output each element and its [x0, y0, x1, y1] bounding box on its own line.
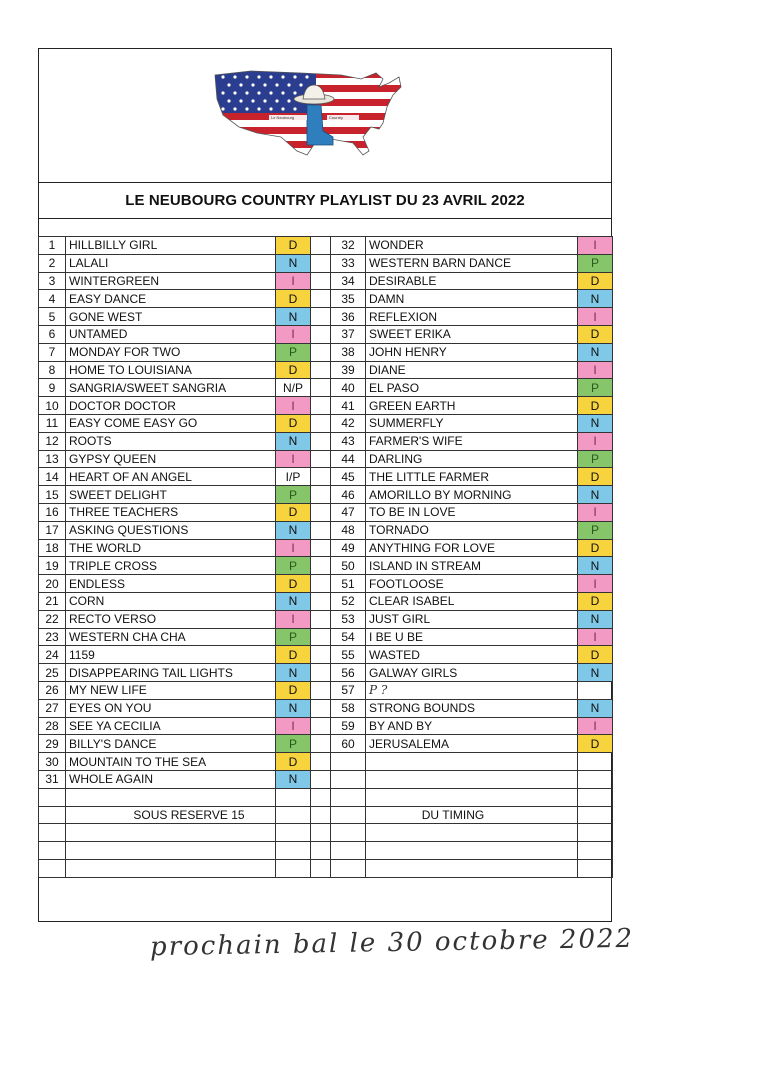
- song-number: 56: [331, 664, 366, 682]
- song-number: 51: [331, 575, 366, 593]
- empty-cell: [66, 824, 276, 842]
- table-row: [39, 628, 613, 646]
- empty-cell: [39, 806, 66, 824]
- level-badge: D: [578, 325, 613, 343]
- song-title: REFLEXION: [366, 308, 578, 326]
- song-title: HEART OF AN ANGEL: [66, 468, 276, 486]
- song-number: 29: [39, 735, 66, 753]
- empty-cell: [66, 788, 276, 806]
- spacer-row: [39, 218, 611, 237]
- song-title: HOME TO LOUISIANA: [66, 361, 276, 379]
- song-number: 34: [331, 272, 366, 290]
- spacer-cell: [311, 557, 331, 575]
- song-title: THE LITTLE FARMER: [366, 468, 578, 486]
- footer-left-text: SOUS RESERVE 15: [66, 806, 276, 824]
- level-badge: I: [578, 361, 613, 379]
- table-row: [39, 503, 613, 521]
- empty-cell: [311, 824, 331, 842]
- song-number: 5: [39, 308, 66, 326]
- table-row: [39, 343, 613, 361]
- song-number: 41: [331, 397, 366, 415]
- spacer-cell: [311, 539, 331, 557]
- song-number: 22: [39, 610, 66, 628]
- song-title: SUMMERFLY: [366, 414, 578, 432]
- table-row: [39, 254, 613, 272]
- song-number: 16: [39, 503, 66, 521]
- level-badge: N: [578, 610, 613, 628]
- level-badge: I: [578, 237, 613, 255]
- spacer-cell: [311, 237, 331, 255]
- song-title: DOCTOR DOCTOR: [66, 397, 276, 415]
- level-badge: N: [578, 290, 613, 308]
- song-title: SWEET DELIGHT: [66, 486, 276, 504]
- spacer-cell: [311, 735, 331, 753]
- song-number: 54: [331, 628, 366, 646]
- level-badge: P: [578, 254, 613, 272]
- table-row: [39, 325, 613, 343]
- song-title: SANGRIA/SWEET SANGRIA: [66, 379, 276, 397]
- song-number: 43: [331, 432, 366, 450]
- blank-row: [39, 788, 613, 806]
- spacer-cell: [311, 575, 331, 593]
- table-row: [39, 770, 613, 788]
- song-number: 31: [39, 770, 66, 788]
- level-badge: I: [276, 450, 311, 468]
- logo-text-left: Le Neubourg: [271, 115, 295, 120]
- song-number: 55: [331, 646, 366, 664]
- song-number: 4: [39, 290, 66, 308]
- song-title: ISLAND IN STREAM: [366, 557, 578, 575]
- song-number: 52: [331, 592, 366, 610]
- song-number: 57: [331, 681, 366, 699]
- song-number: 19: [39, 557, 66, 575]
- song-number: 20: [39, 575, 66, 593]
- level-badge: D: [578, 646, 613, 664]
- song-number: 36: [331, 308, 366, 326]
- level-badge: I: [276, 325, 311, 343]
- table-row: [39, 450, 613, 468]
- song-title: MOUNTAIN TO THE SEA: [66, 753, 276, 771]
- level-badge: D: [578, 539, 613, 557]
- empty-cell: [66, 859, 276, 877]
- table-row: [39, 735, 613, 753]
- empty-cell: [366, 859, 578, 877]
- spacer-cell: [311, 610, 331, 628]
- table-row: [39, 753, 613, 771]
- spacer-cell: [311, 592, 331, 610]
- level-badge: D: [578, 735, 613, 753]
- table-row: [39, 290, 613, 308]
- song-number: 8: [39, 361, 66, 379]
- level-badge: D: [578, 468, 613, 486]
- song-title: THREE TEACHERS: [66, 503, 276, 521]
- spacer-cell: [311, 664, 331, 682]
- song-title: MY NEW LIFE: [66, 681, 276, 699]
- empty-cell: [366, 770, 578, 788]
- table-row: [39, 610, 613, 628]
- empty-cell: [331, 753, 366, 771]
- level-badge: N: [276, 699, 311, 717]
- song-title: EL PASO: [366, 379, 578, 397]
- level-badge: D: [276, 237, 311, 255]
- page-title: [39, 182, 611, 219]
- level-badge: N: [578, 699, 613, 717]
- spacer-cell: [311, 361, 331, 379]
- table-row: [39, 646, 613, 664]
- spacer-cell: [311, 770, 331, 788]
- song-title: WONDER: [366, 237, 578, 255]
- level-badge: N: [276, 770, 311, 788]
- empty-cell: [366, 824, 578, 842]
- song-title: JERUSALEMA: [366, 735, 578, 753]
- song-title: DISAPPEARING TAIL LIGHTS: [66, 664, 276, 682]
- song-number: 14: [39, 468, 66, 486]
- playlist-table: [38, 236, 613, 878]
- song-number: 18: [39, 539, 66, 557]
- table-row: [39, 557, 613, 575]
- song-number: 24: [39, 646, 66, 664]
- song-number: 50: [331, 557, 366, 575]
- song-title: AMORILLO BY MORNING: [366, 486, 578, 504]
- song-title: GYPSY QUEEN: [66, 450, 276, 468]
- song-title: EYES ON YOU: [66, 699, 276, 717]
- level-badge: I: [578, 308, 613, 326]
- table-row: [39, 308, 613, 326]
- song-number: 44: [331, 450, 366, 468]
- table-row: [39, 272, 613, 290]
- song-number: 21: [39, 592, 66, 610]
- logo-text-right: Country: [329, 115, 344, 120]
- table-row: [39, 361, 613, 379]
- song-number: 27: [39, 699, 66, 717]
- song-number: 13: [39, 450, 66, 468]
- song-title: WINTERGREEN: [66, 272, 276, 290]
- level-badge: P: [276, 557, 311, 575]
- table-row: [39, 397, 613, 415]
- song-number: 25: [39, 664, 66, 682]
- empty-cell: [39, 842, 66, 860]
- level-badge: P: [276, 735, 311, 753]
- song-title: GREEN EARTH: [366, 397, 578, 415]
- level-badge: I: [276, 272, 311, 290]
- level-badge: I: [276, 397, 311, 415]
- song-title: SEE YA CECILIA: [66, 717, 276, 735]
- level-badge: N: [578, 557, 613, 575]
- song-number: 3: [39, 272, 66, 290]
- level-badge: P: [578, 450, 613, 468]
- song-number: 47: [331, 503, 366, 521]
- table-row: [39, 414, 613, 432]
- spacer-cell: [311, 379, 331, 397]
- blank-row: [39, 859, 613, 877]
- empty-cell: [366, 788, 578, 806]
- level-badge: D: [276, 753, 311, 771]
- song-title: P ?: [366, 681, 578, 699]
- song-title: ROOTS: [66, 432, 276, 450]
- level-badge: I: [276, 610, 311, 628]
- song-number: 60: [331, 735, 366, 753]
- song-number: 11: [39, 414, 66, 432]
- empty-cell: [276, 824, 311, 842]
- song-title: WESTERN CHA CHA: [66, 628, 276, 646]
- spacer-cell: [311, 450, 331, 468]
- song-title: BILLY'S DANCE: [66, 735, 276, 753]
- song-title: HILLBILLY GIRL: [66, 237, 276, 255]
- level-badge: I/P: [276, 468, 311, 486]
- level-badge: D: [578, 397, 613, 415]
- song-title: TORNADO: [366, 521, 578, 539]
- song-number: 32: [331, 237, 366, 255]
- song-number: 10: [39, 397, 66, 415]
- playlist-title: LE NEUBOURG COUNTRY PLAYLIST DU 23 AVRIL 2022: [125, 191, 525, 209]
- table-row: [39, 379, 613, 397]
- level-badge: I: [276, 717, 311, 735]
- song-title: SWEET ERIKA: [366, 325, 578, 343]
- song-title: DESIRABLE: [366, 272, 578, 290]
- table-row: [39, 432, 613, 450]
- level-badge: N: [578, 664, 613, 682]
- spacer-cell: [311, 414, 331, 432]
- empty-cell: [276, 806, 311, 824]
- song-number: 1: [39, 237, 66, 255]
- blank-row: [39, 842, 613, 860]
- song-title: FARMER'S WIFE: [366, 432, 578, 450]
- song-number: 40: [331, 379, 366, 397]
- spacer-cell: [311, 290, 331, 308]
- level-badge: N: [276, 308, 311, 326]
- empty-cell: [311, 859, 331, 877]
- level-badge: I: [578, 575, 613, 593]
- spacer-cell: [311, 486, 331, 504]
- level-badge: N: [578, 414, 613, 432]
- empty-cell: [366, 842, 578, 860]
- level-badge: N: [276, 254, 311, 272]
- spacer-cell: [311, 628, 331, 646]
- empty-cell: [66, 842, 276, 860]
- level-badge: D: [578, 272, 613, 290]
- spacer-cell: [311, 681, 331, 699]
- table-row: [39, 521, 613, 539]
- song-number: 45: [331, 468, 366, 486]
- level-badge: D: [276, 414, 311, 432]
- song-title: ENDLESS: [66, 575, 276, 593]
- song-title: DAMN: [366, 290, 578, 308]
- song-number: 23: [39, 628, 66, 646]
- footer-row: [39, 806, 613, 824]
- table-row: [39, 717, 613, 735]
- song-title: EASY DANCE: [66, 290, 276, 308]
- song-number: 49: [331, 539, 366, 557]
- empty-cell: [578, 824, 613, 842]
- level-badge: I: [578, 432, 613, 450]
- empty-cell: [331, 824, 366, 842]
- empty-cell: [331, 859, 366, 877]
- song-number: 28: [39, 717, 66, 735]
- song-number: 46: [331, 486, 366, 504]
- usa-flag-map-with-cowboy-boot-icon: [211, 65, 441, 165]
- empty-cell: [578, 842, 613, 860]
- song-title: RECTO VERSO: [66, 610, 276, 628]
- song-number: 42: [331, 414, 366, 432]
- empty-cell: [311, 788, 331, 806]
- level-badge: P: [276, 343, 311, 361]
- empty-cell: [578, 753, 613, 771]
- empty-cell: [366, 753, 578, 771]
- song-number: 38: [331, 343, 366, 361]
- song-number: 58: [331, 699, 366, 717]
- spacer-cell: [311, 325, 331, 343]
- empty-cell: [578, 788, 613, 806]
- empty-cell: [276, 842, 311, 860]
- song-number: 30: [39, 753, 66, 771]
- level-badge: P: [276, 486, 311, 504]
- playlist-sheet: [38, 48, 612, 922]
- level-badge: N: [578, 486, 613, 504]
- empty-cell: [331, 842, 366, 860]
- empty-cell: [276, 788, 311, 806]
- level-badge: P: [276, 628, 311, 646]
- spacer-cell: [311, 254, 331, 272]
- song-number: 37: [331, 325, 366, 343]
- song-title: EASY COME EASY GO: [66, 414, 276, 432]
- table-row: [39, 681, 613, 699]
- spacer-cell: [311, 699, 331, 717]
- table-row: [39, 468, 613, 486]
- song-title: LALALI: [66, 254, 276, 272]
- spacer-cell: [311, 308, 331, 326]
- table-row: [39, 237, 613, 255]
- song-title: DARLING: [366, 450, 578, 468]
- song-number: 17: [39, 521, 66, 539]
- level-badge: N: [578, 343, 613, 361]
- song-number: 6: [39, 325, 66, 343]
- empty-cell: [39, 859, 66, 877]
- song-number: 48: [331, 521, 366, 539]
- song-title: GONE WEST: [66, 308, 276, 326]
- logo-area: [39, 49, 611, 183]
- song-number: 9: [39, 379, 66, 397]
- level-badge: N: [276, 432, 311, 450]
- level-badge: N: [276, 521, 311, 539]
- level-badge: N: [276, 592, 311, 610]
- song-title: MONDAY FOR TWO: [66, 343, 276, 361]
- level-badge: D: [578, 592, 613, 610]
- blank-row: [39, 824, 613, 842]
- empty-cell: [578, 859, 613, 877]
- level-badge: D: [276, 503, 311, 521]
- level-badge: D: [276, 575, 311, 593]
- song-title: WHOLE AGAIN: [66, 770, 276, 788]
- song-number: 2: [39, 254, 66, 272]
- song-title: THE WORLD: [66, 539, 276, 557]
- level-badge: P: [578, 379, 613, 397]
- song-title: CLEAR ISABEL: [366, 592, 578, 610]
- song-number: 26: [39, 681, 66, 699]
- spacer-cell: [311, 432, 331, 450]
- level-badge: D: [276, 646, 311, 664]
- song-number: 33: [331, 254, 366, 272]
- spacer-cell: [311, 753, 331, 771]
- empty-cell: [578, 770, 613, 788]
- level-badge: I: [578, 628, 613, 646]
- empty-cell: [331, 770, 366, 788]
- spacer-cell: [311, 272, 331, 290]
- song-title: DIANE: [366, 361, 578, 379]
- table-row: [39, 486, 613, 504]
- empty-cell: [578, 806, 613, 824]
- empty-cell: [331, 788, 366, 806]
- empty-cell: [276, 859, 311, 877]
- song-title: ANYTHING FOR LOVE: [366, 539, 578, 557]
- empty-cell: [39, 788, 66, 806]
- song-title: STRONG BOUNDS: [366, 699, 578, 717]
- table-row: [39, 664, 613, 682]
- spacer-cell: [311, 503, 331, 521]
- spacer-cell: [311, 646, 331, 664]
- empty-cell: [311, 842, 331, 860]
- song-number: 12: [39, 432, 66, 450]
- song-number: 53: [331, 610, 366, 628]
- song-title: CORN: [66, 592, 276, 610]
- level-badge: D: [276, 290, 311, 308]
- song-title: JUST GIRL: [366, 610, 578, 628]
- song-title: 1159: [66, 646, 276, 664]
- song-title: TO BE IN LOVE: [366, 503, 578, 521]
- table-row: [39, 575, 613, 593]
- song-title: WESTERN BARN DANCE: [366, 254, 578, 272]
- song-number: 39: [331, 361, 366, 379]
- song-number: 35: [331, 290, 366, 308]
- song-title: UNTAMED: [66, 325, 276, 343]
- song-number: 15: [39, 486, 66, 504]
- song-title: FOOTLOOSE: [366, 575, 578, 593]
- empty-cell: [39, 824, 66, 842]
- spacer-cell: [311, 717, 331, 735]
- spacer-cell: [311, 468, 331, 486]
- table-row: [39, 699, 613, 717]
- song-title: I BE U BE: [366, 628, 578, 646]
- empty-cell: [331, 806, 366, 824]
- footer-right-text: DU TIMING: [366, 806, 578, 824]
- song-number: 7: [39, 343, 66, 361]
- song-title: GALWAY GIRLS: [366, 664, 578, 682]
- handwritten-note: prochain bal le 30 octobre 2022: [149, 923, 635, 963]
- song-title: JOHN HENRY: [366, 343, 578, 361]
- level-badge: I: [578, 717, 613, 735]
- song-title: WASTED: [366, 646, 578, 664]
- level-badge: N: [276, 664, 311, 682]
- level-badge: I: [578, 503, 613, 521]
- song-title: TRIPLE CROSS: [66, 557, 276, 575]
- level-badge: N/P: [276, 379, 311, 397]
- spacer-cell: [311, 397, 331, 415]
- spacer-cell: [311, 521, 331, 539]
- empty-cell: [311, 806, 331, 824]
- song-title: BY AND BY: [366, 717, 578, 735]
- song-title: ASKING QUESTIONS: [66, 521, 276, 539]
- level-badge: P: [578, 521, 613, 539]
- table-row: [39, 592, 613, 610]
- song-number: 59: [331, 717, 366, 735]
- table-row: [39, 539, 613, 557]
- spacer-cell: [311, 343, 331, 361]
- level-badge: D: [276, 681, 311, 699]
- level-badge: D: [276, 361, 311, 379]
- level-badge: I: [276, 539, 311, 557]
- level-badge: [578, 681, 613, 699]
